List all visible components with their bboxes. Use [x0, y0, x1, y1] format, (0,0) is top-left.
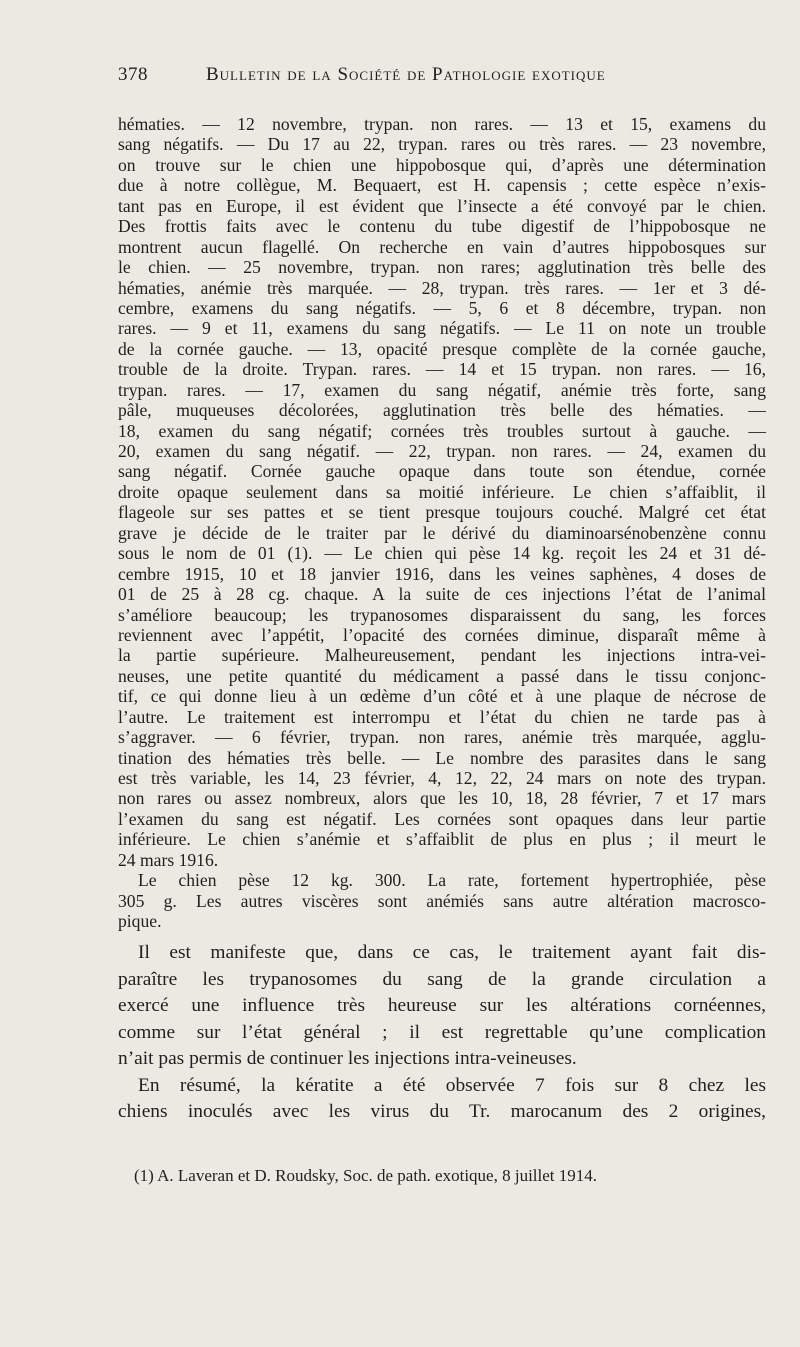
discussion-text [118, 940, 766, 1126]
text-line: tant pas en Europe, il est évident que l’insecte a été convoyé par le chien. [118, 195, 766, 216]
text-line: comme sur l’état général ; il est regrettable qu’une complication [118, 1021, 766, 1043]
text-line: En résumé, la kératite a été observée 7 fois sur 8 chez les [138, 1074, 766, 1096]
text-line: 01 de 25 à 28 cg. chaque. A la suite de ces injections l’état de l’animal [118, 584, 766, 605]
text-line: tif, ce qui donne lieu à un œdème d’un côté et à une plaque de nécrose de [118, 686, 766, 707]
case-report-text [118, 114, 766, 932]
text-line: flageole sur ses pattes et se tient presque toujours couché. Malgré cet état [118, 502, 766, 523]
text-line: hématies, anémie très marquée. — 28, trypan. très rares. — 1er et 3 dé- [118, 277, 766, 298]
text-line: due à notre collègue, M. Bequaert, est H. capensis ; cette espèce n’exis- [118, 175, 766, 196]
text-line: Le chien pèse 12 kg. 300. La rate, fortement hypertrophiée, pèse [138, 870, 766, 891]
text-line: pique. [118, 911, 162, 932]
text-line: sang négatifs. — Du 17 au 22, trypan. rares ou très rares. — 23 novembre, [118, 134, 766, 155]
text-line: Il est manifeste que, dans ce cas, le traitement ayant fait dis- [138, 942, 766, 963]
footnote: (1) A. Laveran et D. Roudsky, Soc. de path. exotique, 8 juillet 1914. [134, 1166, 598, 1185]
text-line: pâle, muqueuses décolorées, agglutination très belle des hématies. — [118, 400, 766, 421]
text-line: l’examen du sang est négatif. Les cornées sont opaques dans leur partie [118, 808, 766, 829]
text-line: grave je décide de le traiter par le dérivé du diaminoarsénobenzène connu [118, 522, 766, 543]
running-head [118, 64, 758, 86]
text-line: tination des hématies très belle. — Le nombre des parasites dans le sang [118, 747, 766, 768]
text-line: cembre, examens du sang négatifs. — 5, 6 et 8 décembre, trypan. non [118, 297, 766, 318]
text-line: droite opaque seulement dans sa moitié inférieure. Le chien s’affaiblit, il [118, 481, 766, 502]
text-line: hématies. — 12 novembre, trypan. non rares. — 13 et 15, examens du [118, 114, 766, 134]
text-line: cembre 1915, 10 et 18 janvier 1916, dans les veines saphènes, 4 doses de [118, 563, 766, 584]
text-line: inférieure. Le chien s’anémie et s’affaiblit de plus en plus ; il meurt le [118, 829, 766, 850]
page-number: 378 [118, 64, 148, 85]
text-line: trypan. rares. — 17, examen du sang négatif, anémie très forte, sang [118, 379, 766, 400]
text-line: n’ait pas permis de continuer les injections intra-veineuses. [118, 1048, 577, 1069]
text-line: s’améliore beaucoup; les trypanosomes disparaissent du sang, les forces [118, 604, 766, 625]
text-line: de la cornée gauche. — 13, opacité presque complète de la cornée gauche, [118, 338, 766, 359]
text-line: sang négatif. Cornée gauche opaque dans toute son étendue, cornée [118, 461, 766, 482]
text-line: on trouve sur le chien une hippobosque qui, d’après une détermination [118, 154, 766, 175]
text-line: rares. — 9 et 11, examens du sang négatifs. — Le 11 on note un trouble [118, 318, 766, 339]
text-line: non rares ou assez nombreux, alors que les 10, 18, 28 février, 7 et 17 mars [118, 788, 766, 809]
text-line: chiens inoculés avec les virus du Tr. marocanum des 2 origines, [118, 1101, 766, 1122]
text-line: montrent aucun flagellé. On recherche en vain d’autres hippobosques sur [118, 236, 766, 257]
text-line: reviennent avec l’appétit, l’opacité des cornées diminue, disparaît même à [118, 624, 766, 645]
text-line: est très variable, les 14, 23 février, 4, 12, 22, 24 mars on note des trypan. [118, 768, 766, 788]
text-line: neuses, une petite quantité du médicament a passé dans le tissu conjonc- [118, 665, 766, 686]
text-line: s’aggraver. — 6 février, trypan. non rares, anémie très marquée, agglu- [118, 727, 766, 748]
text-line: sous le nom de 01 (1). — Le chien qui pèse 14 kg. reçoit les 24 et 31 dé- [118, 543, 766, 564]
text-line: le chien. — 25 novembre, trypan. non rares; agglutination très belle des [118, 257, 766, 278]
text-line: trouble de la droite. Trypan. rares. — 14 et 15 trypan. non rares. — 16, [118, 359, 766, 380]
text-line: 20, examen du sang négatif. — 22, trypan. non rares. — 24, examen du [118, 441, 766, 461]
text-line: 305 g. Les autres viscères sont anémiés sans autre altération macrosco- [118, 890, 766, 911]
text-line: l’autre. Le traitement est interrompu et l’état du chien ne tarde pas à [118, 706, 766, 727]
text-line: la partie supérieure. Malheureusement, pendant les injections intra-vei- [118, 645, 766, 666]
text-line: paraître les trypanosomes du sang de la grande circulation a [118, 968, 766, 990]
text-line: 24 mars 1916. [118, 849, 219, 870]
journal-title: Bulletin de la Société de Pathologie exotique [206, 64, 606, 85]
text-line: Des frottis faits avec le contenu du tube digestif de l’hippobosque ne [118, 216, 766, 237]
text-line: exercé une influence très heureuse sur les altérations cornéennes, [118, 995, 766, 1016]
text-line: 18, examen du sang négatif; cornées très troubles surtout à gauche. — [118, 420, 766, 441]
